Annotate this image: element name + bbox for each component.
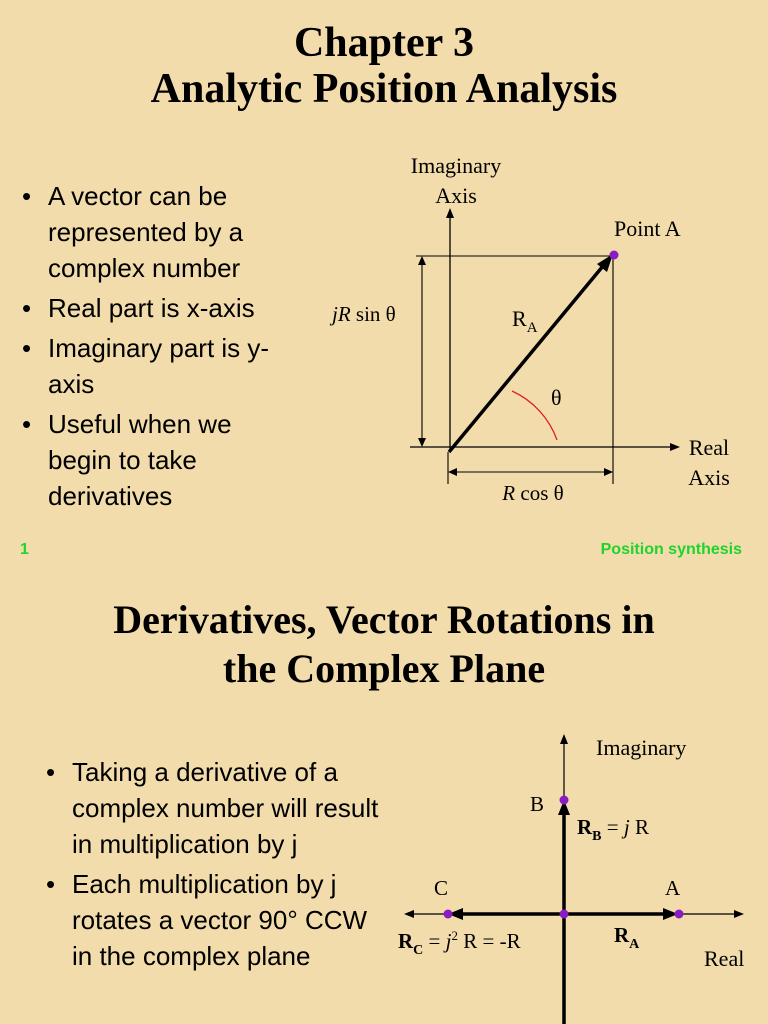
rb-equation bbox=[577, 815, 649, 844]
horizontal-dimension-label bbox=[501, 481, 563, 505]
vector-ra-label-sub: A bbox=[526, 320, 538, 336]
real-label: Real bbox=[704, 946, 745, 971]
ra-main: R bbox=[614, 923, 630, 947]
imaginary-axis-arrowhead bbox=[446, 208, 454, 218]
rc-sub: C bbox=[413, 943, 424, 958]
bullet-item: • Each multiplication by j rotates a vector 90° CCW in the complex plane bbox=[42, 866, 382, 974]
slide-2 bbox=[0, 570, 768, 1024]
vertical-dimension-label-j: jR bbox=[332, 302, 351, 326]
point-b-marker bbox=[560, 796, 569, 805]
vertical-dimension-arrow-up bbox=[418, 256, 426, 265]
rb-rest: R bbox=[629, 815, 649, 839]
rc-equation bbox=[398, 928, 521, 958]
rc-eq: = bbox=[423, 929, 446, 953]
rb-j: j bbox=[623, 815, 630, 839]
slide-1-bullet-list bbox=[18, 178, 298, 518]
rc-j: j bbox=[445, 929, 452, 953]
bullet-item: • Taking a derivative of a complex number will result in multiplication by j bbox=[42, 754, 382, 862]
footer-title: Position synthesis bbox=[600, 541, 742, 558]
bullet-item: • Real part is x-axis bbox=[18, 290, 298, 326]
vector-ra bbox=[449, 266, 603, 452]
vector-rotation-diagram bbox=[390, 720, 768, 1024]
rc-sup: 2 bbox=[451, 928, 458, 943]
ra-label bbox=[614, 923, 640, 952]
bullet-item: • A vector can be represented by a complex number bbox=[18, 178, 298, 286]
real-axis-label-line-1: Real bbox=[688, 435, 730, 460]
point-a-label: A bbox=[665, 876, 681, 900]
origin-marker bbox=[560, 910, 569, 919]
vector-ra-label bbox=[512, 306, 538, 336]
rc-rest: R = -R bbox=[457, 929, 521, 953]
vertical-dimension-arrow-down bbox=[418, 438, 426, 447]
vertical-dimension-label bbox=[329, 302, 396, 326]
horizontal-dimension-arrow-right bbox=[604, 468, 613, 476]
slide-2-title-line-1: Derivatives, Vector Rotations in bbox=[113, 597, 655, 642]
rb-sub: B bbox=[592, 829, 602, 844]
slide-2-bullet-list bbox=[42, 754, 382, 978]
rb-main: R bbox=[577, 815, 593, 839]
horizontal-dimension-label-r: R bbox=[502, 481, 516, 505]
imaginary-axis-arrowhead bbox=[560, 734, 568, 744]
real-axis-arrowhead-left bbox=[404, 910, 414, 918]
real-axis-arrowhead bbox=[670, 443, 680, 451]
slide-2-title bbox=[0, 596, 768, 694]
imaginary-axis-label-line-1: Imaginary bbox=[410, 153, 502, 178]
slide-1-title bbox=[0, 20, 768, 112]
rb-eq: = bbox=[601, 815, 624, 839]
angle-label: θ bbox=[551, 385, 562, 410]
complex-plane-diagram bbox=[320, 150, 768, 510]
real-axis-label-line-2: Axis bbox=[688, 465, 730, 490]
slide-2-title-line-2: the Complex Plane bbox=[222, 645, 546, 691]
point-a-marker bbox=[610, 251, 619, 260]
rc-main: R bbox=[398, 929, 414, 953]
imaginary-label: Imaginary bbox=[596, 735, 687, 760]
bullet-item: • Imaginary part is y-axis bbox=[18, 330, 298, 402]
ra-sub: A bbox=[629, 937, 640, 952]
point-a-marker bbox=[675, 910, 684, 919]
vertical-dimension-label-rest: sin θ bbox=[350, 302, 396, 326]
point-b-label: B bbox=[530, 792, 545, 816]
slide-1-title-line-1: Chapter 3 bbox=[293, 20, 475, 66]
footer-page-number: 1 bbox=[20, 541, 29, 558]
point-a-label: Point A bbox=[614, 216, 681, 241]
horizontal-dimension-arrow-left bbox=[448, 468, 457, 476]
horizontal-dimension-label-rest: cos θ bbox=[515, 481, 564, 505]
real-axis-arrowhead-right bbox=[734, 910, 744, 918]
slide-1-title-line-2: Analytic Position Analysis bbox=[150, 66, 618, 113]
imaginary-axis-label-line-2: Axis bbox=[435, 183, 477, 208]
bullet-item: • Useful when we begin to take derivatives bbox=[18, 406, 298, 514]
vector-ra-label-main: R bbox=[512, 306, 527, 331]
point-c-marker bbox=[444, 910, 453, 919]
point-c-label: C bbox=[434, 876, 449, 900]
